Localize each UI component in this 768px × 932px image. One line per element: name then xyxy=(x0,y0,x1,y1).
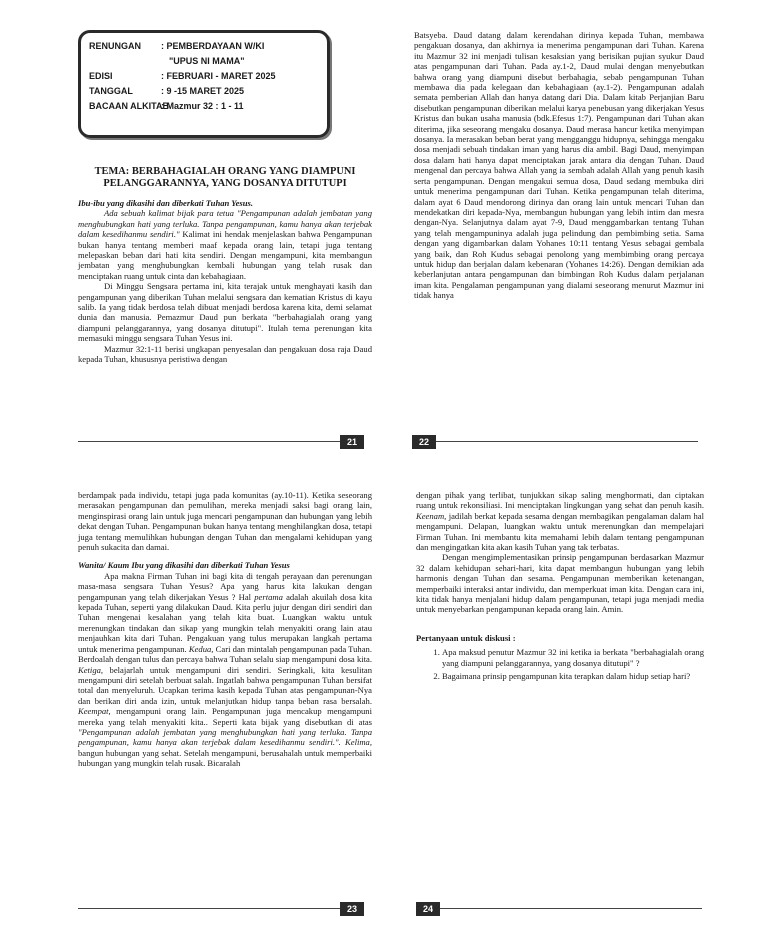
bacaan-value: : Mazmur 32 : 1 - 11 xyxy=(161,101,244,111)
greeting-heading: Wanita/ Kaum Ibu yang dikasihi dan diberkati Tuhan Yesus xyxy=(78,560,290,571)
paragraph: Dengan mengimplementasikan prinsip pengampunan berdasarkan Mazmur 32 dalam kehidupan sehari-hari, kita dapat membangun hubungan yang lebih harmonis dengan Tuhan dan sesama. Pengampunan memberikan ketenangan, memperbaiki interaksi antar individu, dan memperkuat iman kita. Dengan cara ini, kita tidak hanya menjalani hidup dalam pengampunan, tetapi juga menjadi media untuk menyebarkan pengampunan kepada orang lain. Amin. xyxy=(416,552,704,615)
discussion-heading: Pertanyaan untuk diskusi : xyxy=(416,632,516,643)
page-number: 24 xyxy=(416,902,440,916)
paragraph: Apa makna Firman Tuhan ini bagi kita di tengah perayaan dan perenungan masa-masa sengsara Tuhan Yesus? Apa yang harus kita lakukan dengan pengampunan yang telah dikerjakan Yesus ? Hal pertama adalah akuilah dosa kita kepada Tuhan, seperti yang dilakukan Daud. Kita perlu jujur dengan diri sendiri dan Tuhan mengenai kesalahan yang telah kita buat. Luangkan waktu untuk merenungkan tindakan dan sikap yang mungkin telah menyakiti orang lain atau menjauhkan kita dari Tuhan. Pengakuan yang tulus merupakan langkah pertama untuk menerima pengampunan. Kedua, Cari dan mintalah pengampunan pada Tuhan. Berdoalah dengan tulus dan percaya bahwa Tuhan selalu siap mengampuni dosa kita. Ketiga, belajarlah untuk mengampuni diri sendiri. Seringkali, kita kesulitan mengampuni diri setelah berbuat salah. Ingatlah bahwa pengampunan Tuhan bersifat total dan menyeluruh. Ucapkan terima kasih kepada Tuhan atas pengampunan-Nya dan berikan diri anda izin, untuk melanjutkan hidup tanpa beban rasa bersalah. Keempat, mengampuni orang lain. Pengampunan juga mencakup mengampuni mereka yang telah menyakiti kita.. Seperti kata bijak yang disebutkan di atas "Pengampunan adalah jembatan yang menghubungkan hati yang terluka. Tanpa pengampunan, kamu hanya akan terjebak dalam kesedihanmu sendiri.". Kelima, bangun hubungan yang sehat. Setelah mengampuni, berusahalah untuk memperbaiki hubungan yang mungkin telah rusak. Bicaralah xyxy=(78,570,373,769)
renungan-value-2: "UPUS NI MAMA" xyxy=(169,56,245,66)
paragraph: Di Minggu Sengsara pertama ini, kita terajak untuk menghayati kasih dan pengampunan yang diberikan Tuhan melalui sengsara dan kematian Kristus di kayu salib. Ia yang tidak berdosa telah dibuat menjadi berdosa karena kita, demi selamat dunia dan manusia. Pemazmur Daud pun berkata "berbahagialah orang yang diampuni pelanggarannya, yang dosanya ditutupi". Itulah tema perenungan kita memasuki minggu sengsara Tuhan Yesus ini. xyxy=(78,281,372,344)
devotion-info-box xyxy=(78,30,330,138)
tanggal-label: TANGGAL xyxy=(89,86,133,96)
page-number: 22 xyxy=(412,435,436,449)
edisi-label: EDISI xyxy=(89,71,113,81)
footer-rule xyxy=(436,441,698,442)
question-item: 2. Bagaimana prinsip pengampunan kita terapkan dalam hidup setiap hari? xyxy=(442,671,704,681)
edisi-value: : FEBRUARI - MARET 2025 xyxy=(161,71,276,81)
paragraph: Mazmur 32:1-11 berisi ungkapan penyesalan dan pengakuan dosa raja Daud kepada Tuhan, khususnya peristiwa dengan xyxy=(78,343,372,365)
tanggal-value: : 9 -15 MARET 2025 xyxy=(161,86,245,96)
question-item: 1. Apa maksud penutur Mazmur 32 ini ketika ia berkata "berbahagialah orang yang diampuni pelanggarannya, yang dosanya ditutupi" ? xyxy=(442,647,704,668)
paragraph: Ada sebuah kalimat bijak para tetua "Pengampunan adalah jembatan yang menghubungkan hati yang terluka. Tanpa pengampunan, kamu hanya akan terjebak dalam kesedihanmu sendiri." Kalimat ini hendak menjelaskan bahwa Pengampunan bukan hanya tentang memberi maaf kepada orang lain, tetapi juga tentang melepaskan beban dari hati kita sendiri. Dengan mengampuni, kita membangun jembatan yang menghubungkan kembali hubungan yang telah rusak dan menciptakan ruang untuk cinta dan kebahagiaan. xyxy=(78,208,372,281)
paragraph: Batsyeba. Daud datang dalam kerendahan dirinya kepada Tuhan, membawa pengakuan dosanya, dan akhirnya ia menerima pengampunan dari Tuhan. Karena itu Mazmur 32 ini menjadi tulisan kesaksian yang berisikan pujian syukur Daud atas pengampunan dari Tuhan. Pada ay.1-2, Daud mulai dengan menyebutkan bahwa orang yang diampuni disebut berbahagia, sebab pengampunan Tuhan membawa dia pada kelegaan dan kebahagiaan (ay.1-2). Pengampunan adalah semata pemberian Allah dan hanya datang dari Dia. Dalam kitab Perjanjian Baru disebutkan pengampunan diberikan melalui karya penebusan yang dikerjakan Yesus Kristus dan bukan usaha manusia (bdk.Efesus 1:7). Pengampunan dari Tuhan akan diterima, jika seseorang mengaku dosanya. Daud merasa hancur ketika menyimpan dosanya. Ia merasakan beban berat yang mengganggu hidupnya, sehingga mengaku dosa menjadi sebuah tindakan iman yang harus dia ambil. Bagi Daud, menyimpan dosa dalam hati hanya dapat menciptakan jarak antara dia dengan Tuhan. Daud mengenal dan percaya bahwa Allah yang ia sembah adalah Allah yang penuh kasih serta pengampunan. Dengan mengakui semua dosa, Daud sedang membuka diri untuk menerima pengampunan dari Tuhan. Ketika pengampunan telah diterima, dalam ayat 6 Daud mendorong dirinya dan orang lain untuk mencari Tuhan dan mendekatkan diri kepada-Nya, membangun hubungan yang lebih intim dan mesra dengan-Nya. Selanjutnya dalam ayat 7-9, Daud menggambarkan tentang Tuhan yang telah mengampuninya adalah juga pelindung dan pembimbing setia. Sama dengan yang digambarkan dalam Yohanes 10:11 tentang Yesus sebagai gembala yang baik, dan Roh Kudus sebagai penolong yang membimbing orang percaya untuk hidup dan berjalan dalam kebenaran (Yohanes 14:26). Dengan demikian ada keberlanjutan antara pengampunan dan bimbingan Roh Kudus dalam perjalanan iman kita. Pengalaman pengampunan yang dialami seseorang menurut Mazmur ini tidak hanya xyxy=(414,30,704,301)
greeting-heading: Ibu-ibu yang dikasihi dan diberkati Tuhan Yesus. xyxy=(78,198,254,208)
bacaan-label: BACAAN ALKITAB xyxy=(89,101,169,111)
page-24 xyxy=(398,478,708,923)
paragraph: dengan pihak yang terlibat, tunjukkan sikap saling menghormati, dan ciptakan ruang untuk rekonsiliasi. Ini menciptakan lingkungan yang sehat dan penuh kasih. Keenam, jadilah berkat kepada sesama dengan membagikan pengalaman dalam hal mengampuni. Delapan, luangkan waktu untuk merenungkan dan mempelajari Firman Tuhan. Ini membantu kita memahami lebih dalam tentang pengampunan dan mengingatkan kita akan kasih Tuhan yang tak terbatas. xyxy=(416,490,704,553)
footer-rule xyxy=(78,441,340,442)
page-23 xyxy=(64,478,372,923)
page-number: 21 xyxy=(340,435,364,449)
theme-title: TEMA: BERBAHAGIALAH ORANG YANG DIAMPUNI PELANGGARANNYA, YANG DOSANYA DITUTUPI xyxy=(94,166,356,189)
paragraph: berdampak pada individu, tetapi juga pada komunitas (ay.10-11). Ketika seseorang merasakan pengampunan dan pemulihan, mereka menjadi saksi bagi orang lain, menginspirasi orang lain untuk juga mencari pengampunan dan hubungan yang lebih dekat dengan Tuhan. Pengampunan bukan hanya tentang menghilangkan dosa, tetapi juga tentang memulihkan hubungan dengan Tuhan dan mengalami kehidupan yang penuh sukacita dan damai. xyxy=(78,490,372,553)
discussion-questions xyxy=(416,647,704,681)
footer-rule xyxy=(78,908,340,909)
renungan-label: RENUNGAN xyxy=(89,41,142,51)
renungan-value: : PEMBERDAYAAN W/KI xyxy=(161,41,265,51)
footer-rule xyxy=(440,908,702,909)
page-22 xyxy=(398,14,708,455)
page-21 xyxy=(64,14,372,455)
page-number: 23 xyxy=(340,902,364,916)
